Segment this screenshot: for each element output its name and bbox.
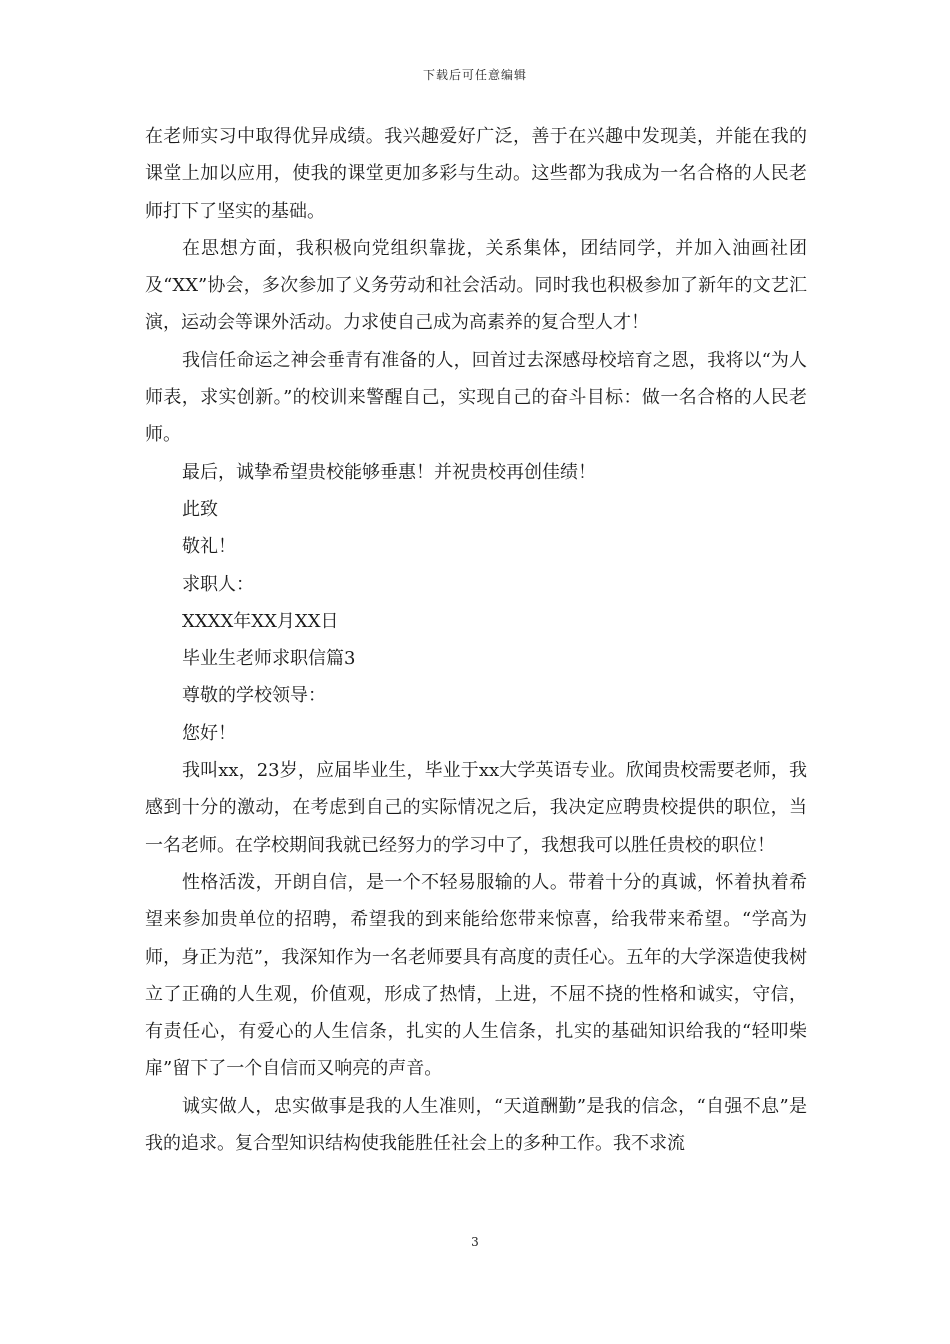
greeting-line: 您好！	[182, 722, 236, 744]
cizhi-line: 此致	[182, 498, 218, 520]
paragraph-ideology: 在思想方面，我积极向党组织靠拢，关系集体，团结同学，并加入油画社团及“XX”协会，多次参加了义务劳动和社会活动。同时我也积极参加了新年的文艺汇演，运动会等课外活动。力求使自己成为高素养的复合型人才！	[145, 237, 807, 334]
section-title: 毕业生老师求职信篇3	[182, 648, 356, 670]
page-number: 3	[471, 1235, 479, 1249]
page-header: 下载后可任意编辑	[422, 68, 527, 82]
paragraph-introduction: 我叫xx，23岁，应届毕业生，毕业于xx大学英语专业。欣闻贵校需要老师，我感到十分的激动，在考虑到自己的实际情况之后，我决定应聘贵校提供的职位，当一名老师。在学校期间我就已经努力的学习中了，我想我可以胜任贵校的职位！	[145, 760, 807, 856]
paragraph-continuation: 在老师实习中取得优异成绩。我兴趣爱好广泛，善于在兴趣中发现美，并能在我的课堂上加以应用，使我的课堂更加多彩与生动。这些都为我成为一名合格的人民老师打下了坚实的基础。	[145, 126, 807, 222]
applicant-line: 求职人：	[182, 573, 254, 595]
jingli-line: 敬礼！	[182, 536, 236, 558]
salutation-line: 尊敬的学校领导：	[182, 685, 326, 707]
paragraph-principles: 诚实做人，忠实做事是我的人生准则，“天道酬勤”是我的信念，“自强不息”是我的追求。复合型知识结构使我能胜任社会上的多种工作。我不求流	[145, 1095, 807, 1155]
paragraph-personality: 性格活泼，开朗自信，是一个不轻易服输的人。带着十分的真诚，怀着执着希望来参加贵单位的招聘，希望我的到来能给您带来惊喜，给我带来希望。“学高为师，身正为范”，我深知作为一名老师要具有高度的责任心。五年的大学深造使我树立了正确的人生观，价值观，形成了热情，上进，不屈不挠的性格和诚实，守信，有责任心，有爱心的人生信条，扎实的人生信条，扎实的基础知识给我的“轻叩柴扉”留下了一个自信而又响亮的声音。	[145, 871, 807, 1080]
closing-line: 最后，诚挚希望贵校能够垂惠！并祝贵校再创佳绩！	[182, 461, 596, 483]
document-body	[145, 118, 807, 1162]
paragraph-destiny: 我信任命运之神会垂青有准备的人，回首过去深感母校培育之恩，我将以“为人师表，求实创新。”的校训来警醒自己，实现自己的奋斗目标：做一名合格的人民老师。	[145, 349, 807, 446]
date-line: XXXX年XX月XX日	[182, 610, 339, 632]
